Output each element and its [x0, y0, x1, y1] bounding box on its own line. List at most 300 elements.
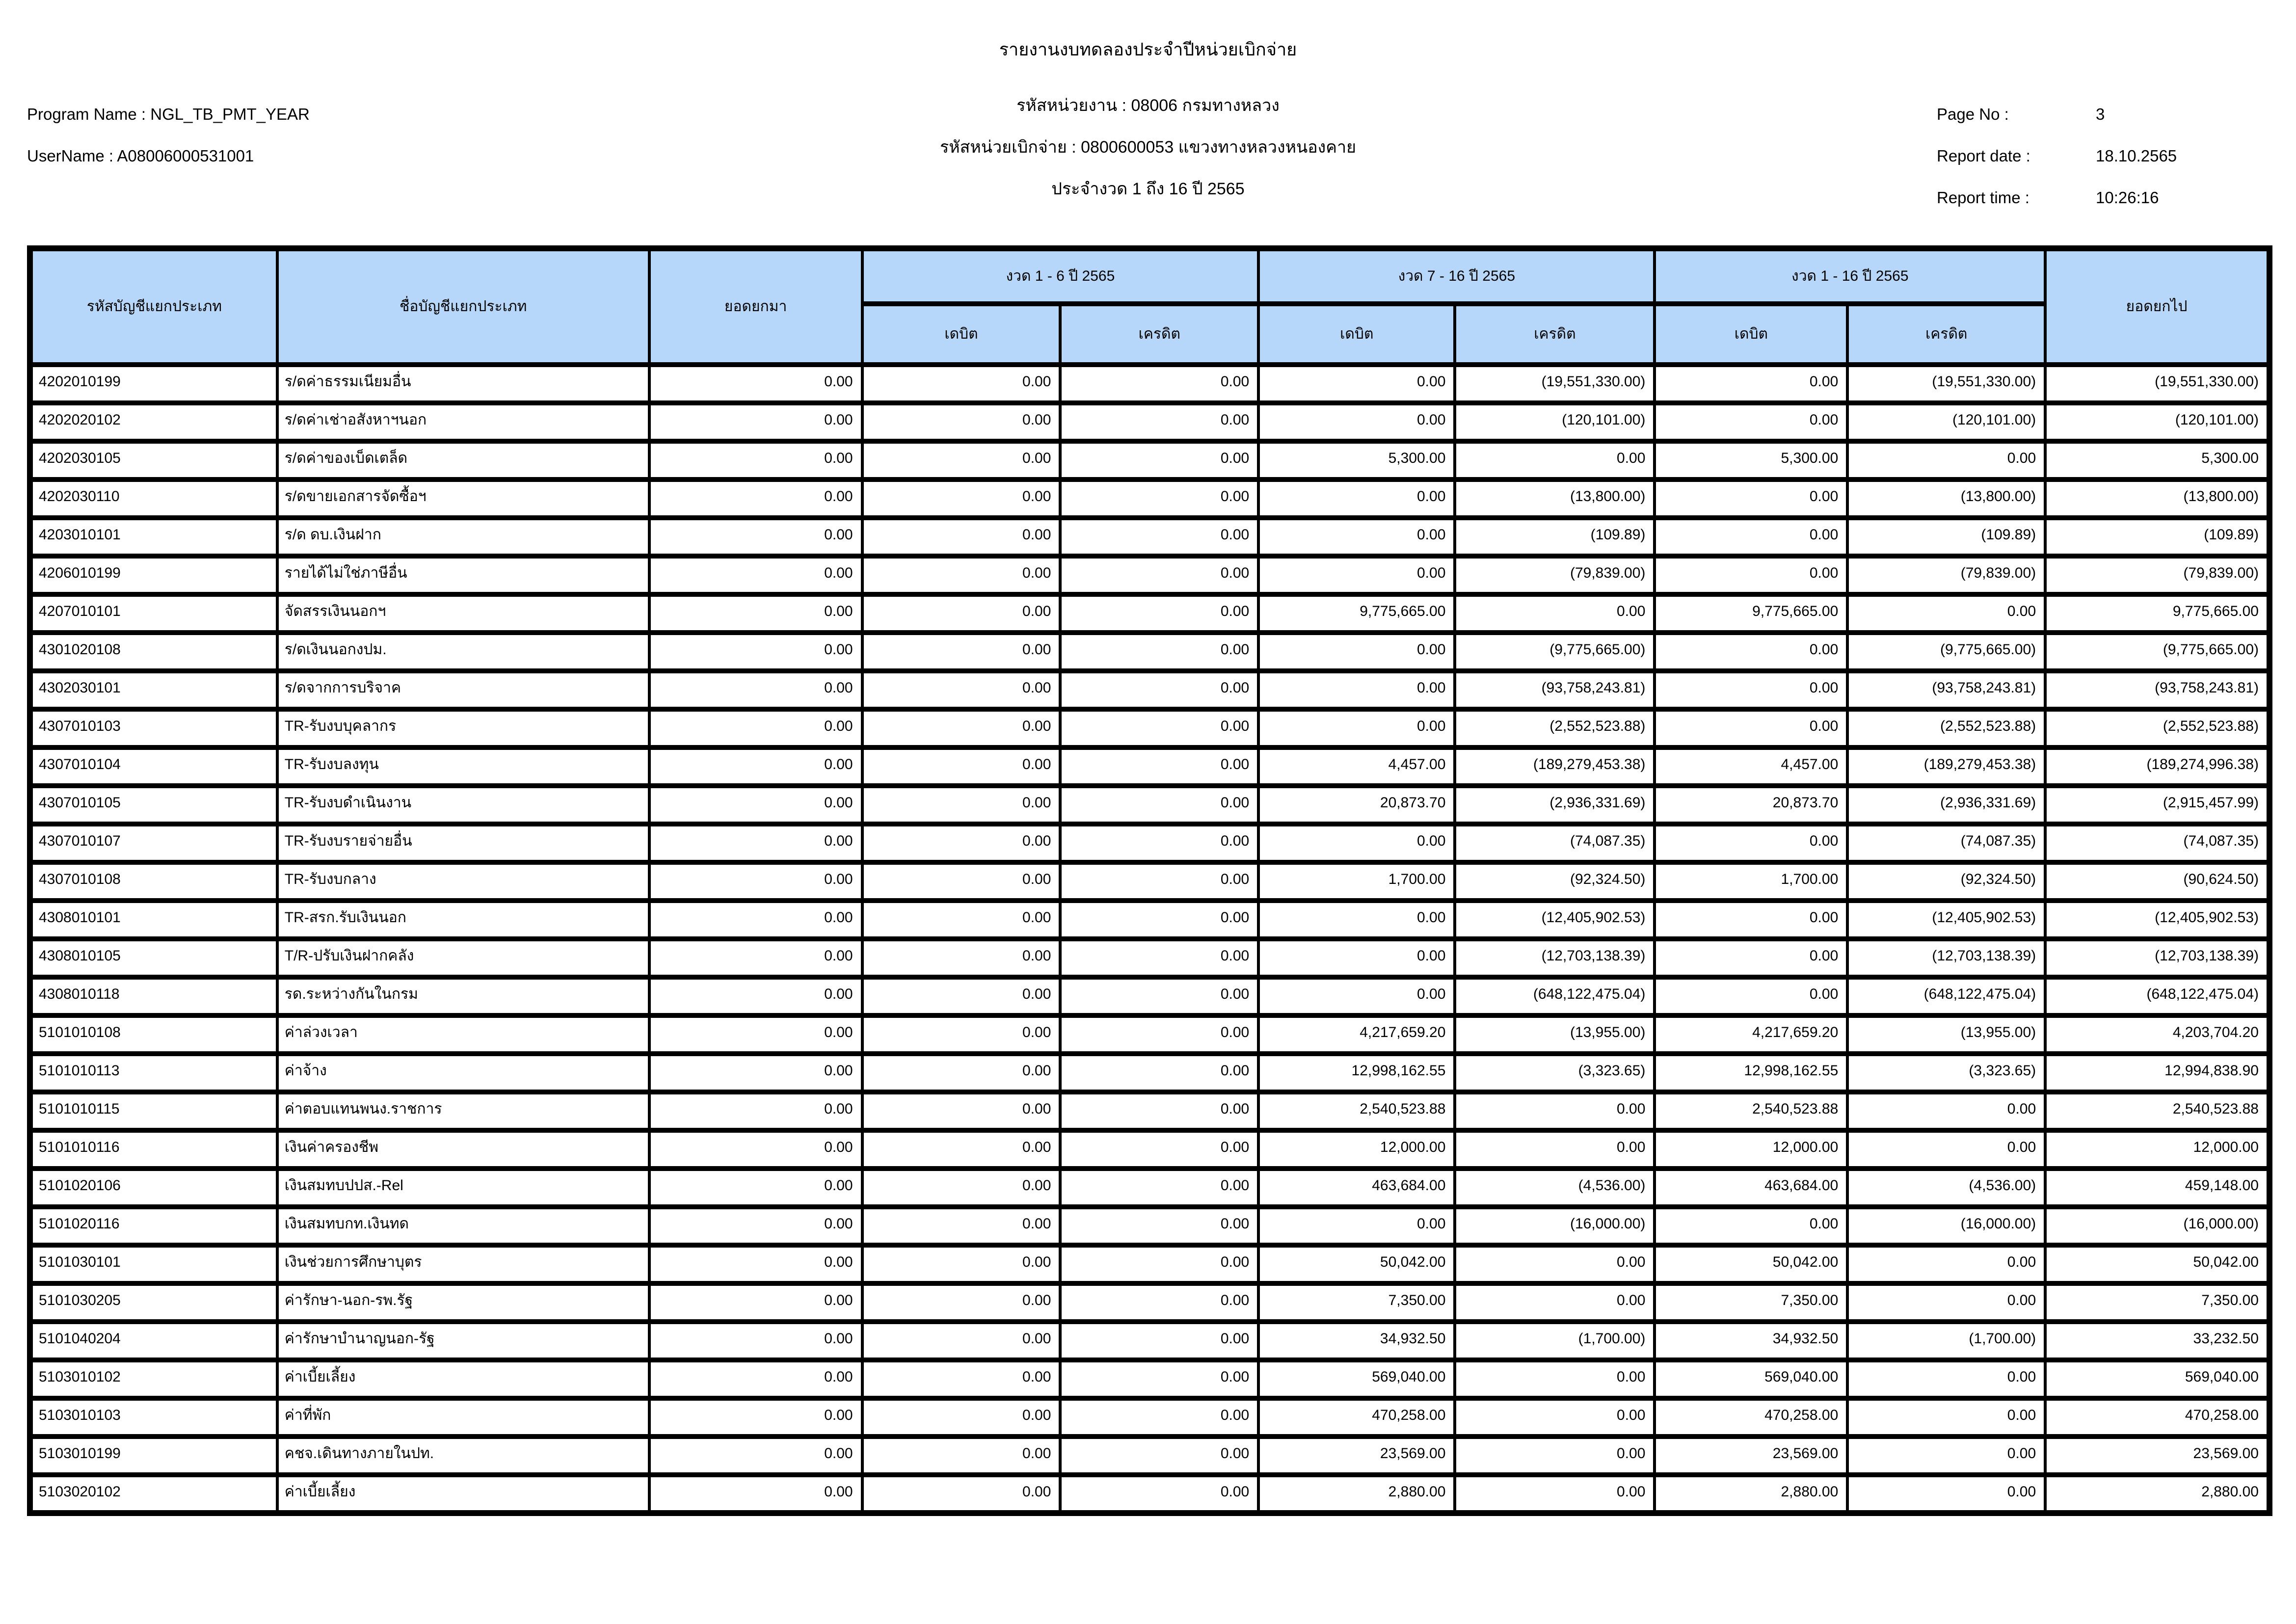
cell-account-name: ร/ด ดบ.เงินฝาก: [277, 518, 649, 556]
cell-balance-cf: 5,300.00: [2045, 441, 2269, 479]
cell-p1-6-credit: 0.00: [1060, 786, 1258, 824]
cell-p7-16-debit: 2,880.00: [1258, 1475, 1455, 1513]
cell-balance-cf: (74,087.35): [2045, 824, 2269, 862]
cell-p7-16-credit: 0.00: [1455, 1283, 1655, 1322]
cell-balance-bf: 0.00: [649, 1475, 862, 1513]
cell-p1-6-debit: 0.00: [862, 633, 1061, 671]
cell-account-code: 5103010199: [30, 1437, 277, 1475]
cell-p7-16-credit: (4,536.00): [1455, 1169, 1655, 1207]
cell-p1-6-credit: 0.00: [1060, 1092, 1258, 1130]
cell-p1-6-credit: 0.00: [1060, 403, 1258, 441]
cell-p1-6-debit: 0.00: [862, 518, 1061, 556]
cell-balance-bf: 0.00: [649, 518, 862, 556]
cell-p1-16-credit: (16,000.00): [1847, 1207, 2045, 1245]
cell-p1-6-credit: 0.00: [1060, 1360, 1258, 1398]
col-header-group-p1-6: งวด 1 - 6 ปี 2565: [862, 248, 1259, 304]
period-line: ประจำงวด 1 ถึง 16 ปี 2565: [1051, 180, 1245, 198]
cell-p1-6-debit: 0.00: [862, 747, 1061, 786]
cell-balance-bf: 0.00: [649, 939, 862, 977]
cell-account-name: ค่าจ้าง: [277, 1054, 649, 1092]
cell-account-code: 4206010199: [30, 556, 277, 594]
cell-account-name: ค่าล่วงเวลา: [277, 1015, 649, 1054]
cell-p1-6-debit: 0.00: [862, 1092, 1061, 1130]
col-header-p1-16-credit: เครดิต: [1847, 304, 2045, 365]
cell-balance-bf: 0.00: [649, 633, 862, 671]
cell-p1-6-credit: 0.00: [1060, 1054, 1258, 1092]
cell-balance-cf: 569,040.00: [2045, 1360, 2269, 1398]
cell-account-code: 4302030101: [30, 671, 277, 709]
cell-p1-16-credit: (13,800.00): [1847, 479, 2045, 518]
page-title: รายงานงบทดลองประจำปีหน่วยเบิกจ่าย: [999, 39, 1297, 59]
cell-p1-16-credit: 0.00: [1847, 1283, 2045, 1322]
cell-p7-16-debit: 12,000.00: [1258, 1130, 1455, 1169]
table-row: [30, 1015, 2269, 1054]
cell-balance-cf: 7,350.00: [2045, 1283, 2269, 1322]
col-header-p1-16-debit: เดบิต: [1655, 304, 1847, 365]
cell-balance-cf: (120,101.00): [2045, 403, 2269, 441]
cell-p1-6-debit: 0.00: [862, 365, 1061, 403]
cell-p1-6-debit: 0.00: [862, 1437, 1061, 1475]
cell-balance-bf: 0.00: [649, 901, 862, 939]
cell-p1-16-debit: 0.00: [1655, 709, 1847, 747]
cell-balance-bf: 0.00: [649, 1283, 862, 1322]
cell-p1-6-debit: 0.00: [862, 1245, 1061, 1283]
cell-account-code: 4307010104: [30, 747, 277, 786]
cell-p1-16-credit: 0.00: [1847, 1437, 2045, 1475]
cell-p1-16-credit: (120,101.00): [1847, 403, 2045, 441]
table-row: [30, 1437, 2269, 1475]
username-line: UserName : A08006000531001: [27, 147, 254, 165]
cell-p7-16-credit: (189,279,453.38): [1455, 747, 1655, 786]
col-header-balance-cf: ยอดยกไป: [2045, 248, 2269, 365]
cell-p1-6-debit: 0.00: [862, 1015, 1061, 1054]
cell-p7-16-debit: 9,775,665.00: [1258, 594, 1455, 633]
table-row: [30, 1283, 2269, 1322]
cell-p7-16-debit: 23,569.00: [1258, 1437, 1455, 1475]
cell-p1-16-debit: 12,998,162.55: [1655, 1054, 1847, 1092]
cell-p1-16-debit: 50,042.00: [1655, 1245, 1847, 1283]
cell-account-code: 5101010116: [30, 1130, 277, 1169]
cell-account-name: TR-สรก.รับเงินนอก: [277, 901, 649, 939]
cell-balance-cf: 2,540,523.88: [2045, 1092, 2269, 1130]
cell-account-code: 4202030110: [30, 479, 277, 518]
table-row: [30, 1322, 2269, 1360]
cell-p7-16-credit: (12,703,138.39): [1455, 939, 1655, 977]
cell-balance-bf: 0.00: [649, 1130, 862, 1169]
cell-p7-16-credit: (120,101.00): [1455, 403, 1655, 441]
cell-p7-16-credit: (2,552,523.88): [1455, 709, 1655, 747]
table-row: [30, 901, 2269, 939]
cell-p1-16-credit: (648,122,475.04): [1847, 977, 2045, 1015]
cell-balance-bf: 0.00: [649, 479, 862, 518]
cell-p1-6-debit: 0.00: [862, 1475, 1061, 1513]
cell-account-code: 4202010199: [30, 365, 277, 403]
cell-balance-cf: 470,258.00: [2045, 1398, 2269, 1437]
col-header-balance-bf: ยอดยกมา: [649, 248, 862, 365]
cell-p1-6-debit: 0.00: [862, 479, 1061, 518]
cell-p7-16-credit: (109.89): [1455, 518, 1655, 556]
cell-account-code: 5101030205: [30, 1283, 277, 1322]
col-header-p7-16-credit: เครดิต: [1455, 304, 1655, 365]
cell-p1-16-credit: 0.00: [1847, 1245, 2045, 1283]
cell-p1-6-debit: 0.00: [862, 556, 1061, 594]
cell-p1-6-credit: 0.00: [1060, 556, 1258, 594]
cell-account-name: เงินสมทบปปส.-Rel: [277, 1169, 649, 1207]
cell-account-name: ค่าตอบแทนพนง.ราชการ: [277, 1092, 649, 1130]
cell-p7-16-debit: 4,457.00: [1258, 747, 1455, 786]
table-row: [30, 824, 2269, 862]
cell-account-name: ร/ดจากการบริจาค: [277, 671, 649, 709]
disbursement-unit-line: รหัสหน่วยเบิกจ่าย : 0800600053 แขวงทางหลวงหนองคาย: [939, 138, 1357, 157]
cell-p1-16-debit: 0.00: [1655, 977, 1847, 1015]
cell-account-name: ค่าที่พัก: [277, 1398, 649, 1437]
cell-account-code: 5101030101: [30, 1245, 277, 1283]
cell-p1-16-credit: 0.00: [1847, 1398, 2045, 1437]
cell-p7-16-debit: 0.00: [1258, 901, 1455, 939]
table-header: [30, 248, 2269, 365]
cell-balance-cf: 12,994,838.90: [2045, 1054, 2269, 1092]
cell-p1-16-credit: (189,279,453.38): [1847, 747, 2045, 786]
cell-p1-16-credit: (13,955.00): [1847, 1015, 2045, 1054]
table-body: [30, 365, 2269, 1513]
cell-p1-6-credit: 0.00: [1060, 709, 1258, 747]
table-row: [30, 1054, 2269, 1092]
cell-account-code: 4308010101: [30, 901, 277, 939]
cell-balance-cf: (2,915,457.99): [2045, 786, 2269, 824]
cell-p1-16-debit: 0.00: [1655, 365, 1847, 403]
cell-p1-6-credit: 0.00: [1060, 1207, 1258, 1245]
table-row: [30, 977, 2269, 1015]
report-header-right: [1937, 93, 2177, 218]
cell-p7-16-credit: (16,000.00): [1455, 1207, 1655, 1245]
cell-balance-cf: (13,800.00): [2045, 479, 2269, 518]
cell-p1-6-credit: 0.00: [1060, 671, 1258, 709]
cell-balance-cf: (648,122,475.04): [2045, 977, 2269, 1015]
cell-p7-16-debit: 0.00: [1258, 977, 1455, 1015]
cell-account-name: ค่าเบี้ยเลี้ยง: [277, 1360, 649, 1398]
cell-p1-16-debit: 0.00: [1655, 939, 1847, 977]
cell-p1-16-credit: (74,087.35): [1847, 824, 2045, 862]
cell-p7-16-credit: 0.00: [1455, 1130, 1655, 1169]
cell-p1-6-debit: 0.00: [862, 901, 1061, 939]
cell-p1-6-debit: 0.00: [862, 1130, 1061, 1169]
cell-p7-16-credit: (2,936,331.69): [1455, 786, 1655, 824]
cell-p1-16-credit: (12,703,138.39): [1847, 939, 2045, 977]
cell-p1-6-debit: 0.00: [862, 709, 1061, 747]
cell-p1-6-debit: 0.00: [862, 862, 1061, 901]
cell-p7-16-debit: 0.00: [1258, 365, 1455, 403]
cell-p1-6-debit: 0.00: [862, 1283, 1061, 1322]
table-row: [30, 1245, 2269, 1283]
cell-account-code: 4202020102: [30, 403, 277, 441]
table-row: [30, 1169, 2269, 1207]
table-row: [30, 1130, 2269, 1169]
cell-p1-16-debit: 34,932.50: [1655, 1322, 1847, 1360]
cell-balance-cf: 12,000.00: [2045, 1130, 2269, 1169]
cell-p1-6-credit: 0.00: [1060, 594, 1258, 633]
table-row: [30, 1398, 2269, 1437]
cell-p7-16-credit: (3,323.65): [1455, 1054, 1655, 1092]
cell-account-name: ร/ดค่าธรรมเนียมอื่น: [277, 365, 649, 403]
cell-p7-16-debit: 0.00: [1258, 479, 1455, 518]
report-header-left: [27, 93, 310, 177]
cell-p1-16-credit: (79,839.00): [1847, 556, 2045, 594]
col-header-p1-6-debit: เดบิต: [862, 304, 1061, 365]
cell-p7-16-credit: 0.00: [1455, 1092, 1655, 1130]
cell-account-code: 4307010107: [30, 824, 277, 862]
cell-p1-16-credit: (2,936,331.69): [1847, 786, 2045, 824]
cell-account-name: ร/ดค่าเช่าอสังหาฯนอก: [277, 403, 649, 441]
cell-balance-cf: (109.89): [2045, 518, 2269, 556]
cell-p7-16-debit: 20,873.70: [1258, 786, 1455, 824]
cell-p1-6-credit: 0.00: [1060, 1015, 1258, 1054]
cell-account-code: 5101040204: [30, 1322, 277, 1360]
table-row: [30, 365, 2269, 403]
cell-account-code: 4307010108: [30, 862, 277, 901]
cell-p7-16-debit: 0.00: [1258, 709, 1455, 747]
cell-p7-16-credit: 0.00: [1455, 441, 1655, 479]
cell-p1-16-debit: 12,000.00: [1655, 1130, 1847, 1169]
table-row: [30, 479, 2269, 518]
cell-p1-6-debit: 0.00: [862, 1169, 1061, 1207]
cell-p7-16-credit: (92,324.50): [1455, 862, 1655, 901]
cell-p7-16-credit: 0.00: [1455, 594, 1655, 633]
cell-balance-cf: (90,624.50): [2045, 862, 2269, 901]
cell-balance-bf: 0.00: [649, 1169, 862, 1207]
cell-account-name: TR-รับงบลงทุน: [277, 747, 649, 786]
cell-p7-16-credit: (1,700.00): [1455, 1322, 1655, 1360]
cell-p7-16-debit: 1,700.00: [1258, 862, 1455, 901]
cell-p7-16-credit: (79,839.00): [1455, 556, 1655, 594]
cell-p1-16-debit: 2,880.00: [1655, 1475, 1847, 1513]
cell-p7-16-credit: 0.00: [1455, 1360, 1655, 1398]
cell-p7-16-debit: 7,350.00: [1258, 1283, 1455, 1322]
cell-balance-bf: 0.00: [649, 1245, 862, 1283]
page-no-value: 3: [2096, 105, 2105, 123]
cell-p1-6-debit: 0.00: [862, 594, 1061, 633]
cell-account-name: ค่ารักษา-นอก-รพ.รัฐ: [277, 1283, 649, 1322]
table-row: [30, 747, 2269, 786]
cell-p1-16-debit: 5,300.00: [1655, 441, 1847, 479]
cell-account-code: 5101010113: [30, 1054, 277, 1092]
cell-balance-bf: 0.00: [649, 1437, 862, 1475]
table-row: [30, 594, 2269, 633]
cell-account-code: 5103010103: [30, 1398, 277, 1437]
cell-p1-16-credit: (2,552,523.88): [1847, 709, 2045, 747]
cell-account-code: 5101020116: [30, 1207, 277, 1245]
cell-p7-16-credit: 0.00: [1455, 1475, 1655, 1513]
program-name-line: Program Name : NGL_TB_PMT_YEAR: [27, 105, 310, 123]
cell-balance-bf: 0.00: [649, 1322, 862, 1360]
cell-balance-bf: 0.00: [649, 671, 862, 709]
cell-p1-6-debit: 0.00: [862, 441, 1061, 479]
table-row: [30, 403, 2269, 441]
cell-p7-16-credit: (9,775,665.00): [1455, 633, 1655, 671]
cell-account-name: TR-รับงบกลาง: [277, 862, 649, 901]
cell-p1-6-credit: 0.00: [1060, 365, 1258, 403]
cell-p1-6-debit: 0.00: [862, 1360, 1061, 1398]
cell-account-name: ร/ดเงินนอกงปม.: [277, 633, 649, 671]
cell-p1-16-debit: 463,684.00: [1655, 1169, 1847, 1207]
cell-p1-16-credit: (19,551,330.00): [1847, 365, 2045, 403]
cell-p7-16-debit: 0.00: [1258, 518, 1455, 556]
cell-p7-16-debit: 0.00: [1258, 403, 1455, 441]
cell-p1-16-debit: 2,540,523.88: [1655, 1092, 1847, 1130]
trial-balance-table: [27, 245, 2272, 1516]
cell-p1-16-debit: 0.00: [1655, 518, 1847, 556]
report-date-value: 18.10.2565: [2096, 147, 2177, 165]
table-row: [30, 556, 2269, 594]
cell-p1-6-credit: 0.00: [1060, 1245, 1258, 1283]
cell-balance-bf: 0.00: [649, 862, 862, 901]
report-time-label: Report time :: [1937, 188, 2029, 207]
cell-p1-16-debit: 0.00: [1655, 671, 1847, 709]
cell-account-name: TR-รับงบบุคลากร: [277, 709, 649, 747]
table-row: [30, 786, 2269, 824]
cell-p7-16-debit: 5,300.00: [1258, 441, 1455, 479]
cell-balance-cf: (12,405,902.53): [2045, 901, 2269, 939]
cell-p1-16-credit: 0.00: [1847, 1475, 2045, 1513]
cell-p7-16-debit: 4,217,659.20: [1258, 1015, 1455, 1054]
cell-p1-6-credit: 0.00: [1060, 977, 1258, 1015]
cell-p1-6-debit: 0.00: [862, 1207, 1061, 1245]
cell-p7-16-credit: (13,800.00): [1455, 479, 1655, 518]
cell-p1-16-credit: 0.00: [1847, 594, 2045, 633]
cell-p1-16-debit: 7,350.00: [1655, 1283, 1847, 1322]
cell-balance-cf: (16,000.00): [2045, 1207, 2269, 1245]
cell-balance-cf: 4,203,704.20: [2045, 1015, 2269, 1054]
cell-account-code: 5103010102: [30, 1360, 277, 1398]
table-row: [30, 939, 2269, 977]
cell-account-name: TR-รับงบรายจ่ายอื่น: [277, 824, 649, 862]
col-header-p7-16-debit: เดบิต: [1258, 304, 1455, 365]
table-row: [30, 1360, 2269, 1398]
cell-p1-6-credit: 0.00: [1060, 1322, 1258, 1360]
cell-account-code: 4301020108: [30, 633, 277, 671]
cell-p1-16-debit: 0.00: [1655, 479, 1847, 518]
cell-p7-16-debit: 0.00: [1258, 824, 1455, 862]
cell-p1-16-debit: 20,873.70: [1655, 786, 1847, 824]
cell-account-code: 5101010108: [30, 1015, 277, 1054]
cell-p1-6-credit: 0.00: [1060, 747, 1258, 786]
cell-p7-16-credit: (74,087.35): [1455, 824, 1655, 862]
cell-p7-16-credit: 0.00: [1455, 1245, 1655, 1283]
cell-p1-16-credit: (1,700.00): [1847, 1322, 2045, 1360]
cell-p7-16-debit: 34,932.50: [1258, 1322, 1455, 1360]
cell-p1-16-debit: 0.00: [1655, 403, 1847, 441]
cell-account-code: 4307010103: [30, 709, 277, 747]
cell-p1-16-credit: 0.00: [1847, 1092, 2045, 1130]
cell-balance-cf: (12,703,138.39): [2045, 939, 2269, 977]
report-time-value: 10:26:16: [2096, 188, 2159, 207]
cell-balance-cf: (2,552,523.88): [2045, 709, 2269, 747]
cell-account-code: 4308010105: [30, 939, 277, 977]
cell-balance-bf: 0.00: [649, 1207, 862, 1245]
col-header-group-p7-16: งวด 7 - 16 ปี 2565: [1258, 248, 1655, 304]
cell-p1-6-credit: 0.00: [1060, 1475, 1258, 1513]
cell-p7-16-credit: 0.00: [1455, 1398, 1655, 1437]
cell-account-name: รายได้ไม่ใช่ภาษีอื่น: [277, 556, 649, 594]
table-row: [30, 1092, 2269, 1130]
cell-p1-6-credit: 0.00: [1060, 1283, 1258, 1322]
cell-p1-6-credit: 0.00: [1060, 1398, 1258, 1437]
cell-p1-16-credit: (9,775,665.00): [1847, 633, 2045, 671]
cell-p1-16-debit: 470,258.00: [1655, 1398, 1847, 1437]
cell-p1-16-credit: (93,758,243.81): [1847, 671, 2045, 709]
cell-p1-6-debit: 0.00: [862, 786, 1061, 824]
cell-balance-bf: 0.00: [649, 1015, 862, 1054]
cell-p1-16-debit: 1,700.00: [1655, 862, 1847, 901]
cell-p7-16-debit: 0.00: [1258, 556, 1455, 594]
table-row: [30, 1475, 2269, 1513]
cell-account-code: 5101010115: [30, 1092, 277, 1130]
cell-p7-16-credit: (648,122,475.04): [1455, 977, 1655, 1015]
cell-account-name: รด.ระหว่างกันในกรม: [277, 977, 649, 1015]
cell-p1-16-debit: 0.00: [1655, 633, 1847, 671]
cell-p1-16-credit: (92,324.50): [1847, 862, 2045, 901]
cell-p7-16-debit: 0.00: [1258, 633, 1455, 671]
cell-balance-cf: 23,569.00: [2045, 1437, 2269, 1475]
cell-p1-6-credit: 0.00: [1060, 939, 1258, 977]
col-header-account-name: ชื่อบัญชีแยกประเภท: [277, 248, 649, 365]
cell-account-name: เงินค่าครองชีพ: [277, 1130, 649, 1169]
cell-p1-16-debit: 9,775,665.00: [1655, 594, 1847, 633]
cell-balance-cf: (19,551,330.00): [2045, 365, 2269, 403]
cell-account-code: 5101020106: [30, 1169, 277, 1207]
cell-p1-16-debit: 0.00: [1655, 901, 1847, 939]
cell-account-code: 4307010105: [30, 786, 277, 824]
cell-balance-bf: 0.00: [649, 1360, 862, 1398]
cell-balance-bf: 0.00: [649, 1092, 862, 1130]
cell-account-name: ร/ดขายเอกสารจัดซื้อฯ: [277, 479, 649, 518]
report-date-label: Report date :: [1937, 147, 2030, 165]
page-no-label: Page No :: [1937, 105, 2009, 123]
table-row: [30, 633, 2269, 671]
cell-p1-6-credit: 0.00: [1060, 901, 1258, 939]
cell-p1-6-credit: 0.00: [1060, 1169, 1258, 1207]
cell-balance-bf: 0.00: [649, 1398, 862, 1437]
cell-p1-6-debit: 0.00: [862, 824, 1061, 862]
cell-balance-cf: (79,839.00): [2045, 556, 2269, 594]
cell-account-name: ค่าเบี้ยเลี้ยง: [277, 1475, 649, 1513]
table-row: [30, 441, 2269, 479]
cell-account-code: 4308010118: [30, 977, 277, 1015]
cell-account-name: จัดสรรเงินนอกฯ: [277, 594, 649, 633]
cell-balance-cf: (9,775,665.00): [2045, 633, 2269, 671]
cell-p1-6-credit: 0.00: [1060, 1437, 1258, 1475]
cell-balance-bf: 0.00: [649, 709, 862, 747]
cell-p1-16-debit: 0.00: [1655, 556, 1847, 594]
cell-p7-16-debit: 12,998,162.55: [1258, 1054, 1455, 1092]
cell-account-name: ค่ารักษาบำนาญนอก-รัฐ: [277, 1322, 649, 1360]
cell-p1-16-credit: 0.00: [1847, 1360, 2045, 1398]
table-row: [30, 862, 2269, 901]
cell-p1-6-debit: 0.00: [862, 977, 1061, 1015]
cell-account-name: T/R-ปรับเงินฝากคลัง: [277, 939, 649, 977]
cell-p1-16-debit: 4,457.00: [1655, 747, 1847, 786]
table-row: [30, 518, 2269, 556]
cell-p1-16-debit: 0.00: [1655, 824, 1847, 862]
cell-p7-16-credit: (12,405,902.53): [1455, 901, 1655, 939]
cell-p1-6-credit: 0.00: [1060, 518, 1258, 556]
cell-balance-bf: 0.00: [649, 786, 862, 824]
col-header-group-p1-16: งวด 1 - 16 ปี 2565: [1655, 248, 2045, 304]
cell-p1-16-credit: (3,323.65): [1847, 1054, 2045, 1092]
cell-p1-6-credit: 0.00: [1060, 1130, 1258, 1169]
cell-balance-bf: 0.00: [649, 441, 862, 479]
cell-p1-6-debit: 0.00: [862, 1054, 1061, 1092]
cell-account-name: TR-รับงบดำเนินงาน: [277, 786, 649, 824]
